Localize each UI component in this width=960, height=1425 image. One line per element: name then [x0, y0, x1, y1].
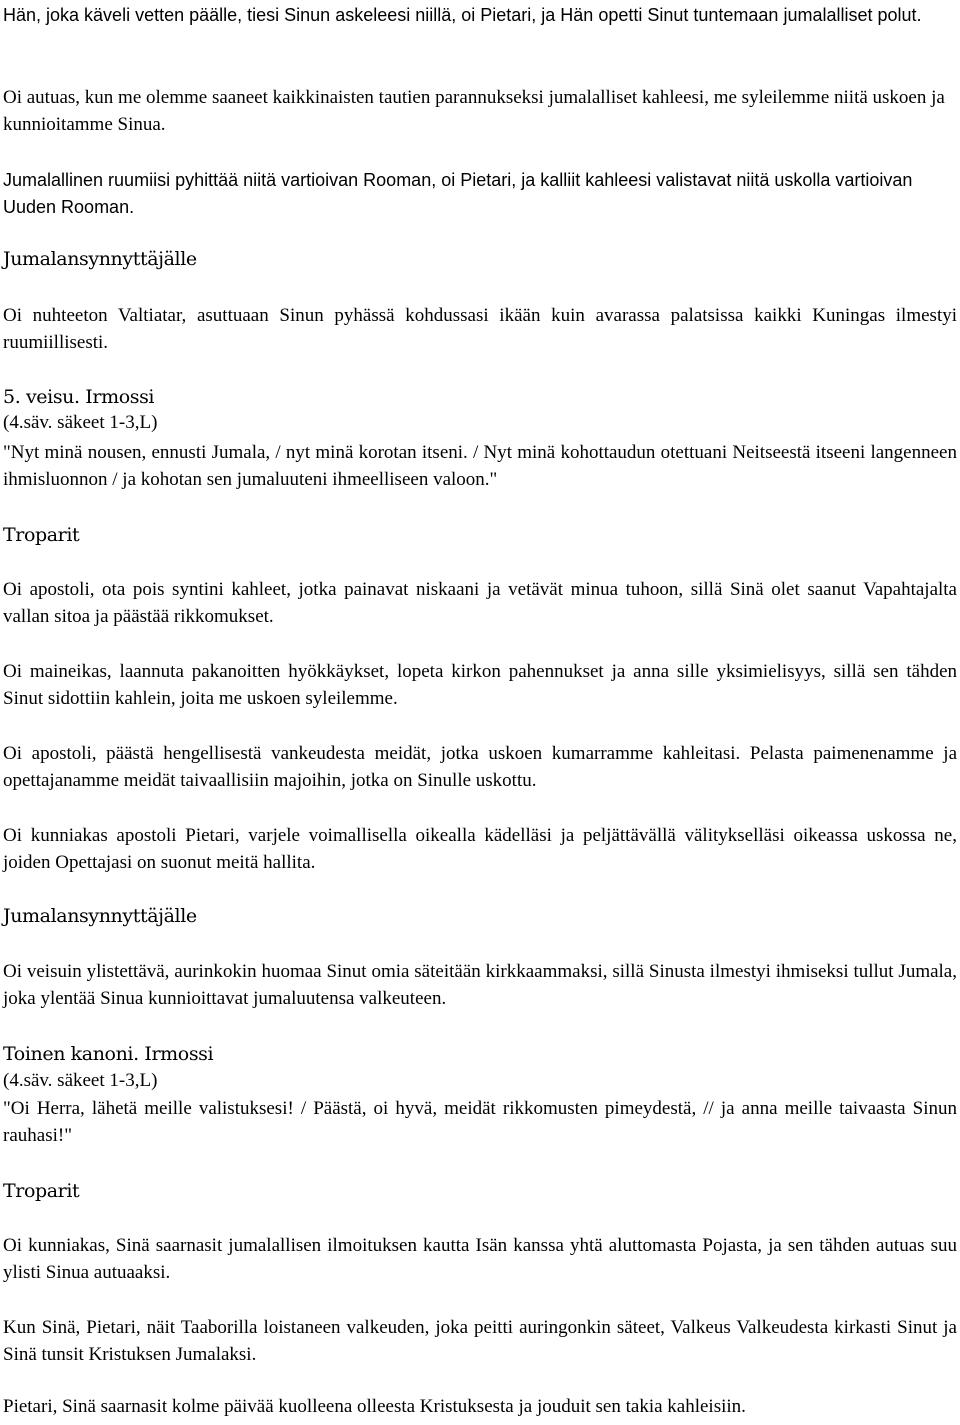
- irmos-canon-2: "Oi Herra, lähetä meille valistuksesi! / Päästä, oi hyvä, meidät rikkomusten pimeydestä, // ja anna meille taivaasta Sinun rauhasi!": [3, 1098, 957, 1146]
- meta-ode-5: (4.säv. säkeet 1-3,L): [3, 412, 158, 433]
- heading-theotokion-1: Jumalansynnyttäjälle: [3, 248, 197, 270]
- paragraph-troparion-2-1: Oi kunniakas, Sinä saarnasit jumalallisen ilmoituksen kautta Isän kanssa yhtä aluttomasta Pojasta, ja sen tähden autuas suu ylisti Sinua autuaaksi.: [3, 1235, 957, 1283]
- paragraph-intro: Hän, joka käveli vetten päälle, tiesi Sinun askeleesi niillä, oi Pietari, ja Hän opetti Sinut tuntemaan jumalalliset polut.: [3, 5, 922, 25]
- heading-troparia-1: Troparit: [3, 524, 80, 546]
- heading-ode-5: 5. veisu. Irmossi: [3, 386, 155, 408]
- paragraph-troparion-2-3: Pietari, Sinä saarnasit kolme päivää kuolleena olleesta Kristuksesta ja jouduit sen takia kahleisiin.: [3, 1396, 746, 1417]
- irmos-ode-5: "Nyt minä nousen, ennusti Jumala, / nyt minä korotan itseni. / Nyt minä kohottaudun otettuani Neitseestä itseeni langenneen ihmisluonnon / ja kohotan sen jumaluuteni ihmeelliseen valoon.": [3, 442, 957, 490]
- heading-troparia-2: Troparit: [3, 1180, 80, 1202]
- paragraph-troparion-1-1: Oi apostoli, ota pois syntini kahleet, jotka painavat niskaani ja vetävät minua tuhoon, sillä Sinä olet saanut Vapahtajalta vallan sitoa ja päästää rikkomukset.: [3, 579, 957, 627]
- paragraph-rome: Jumalallinen ruumiisi pyhittää niitä vartioivan Rooman, oi Pietari, ja kalliit kahleesi valistavat niitä uskolla vartioivan Uuden Rooman.: [3, 170, 913, 217]
- heading-theotokion-2: Jumalansynnyttäjälle: [3, 905, 197, 927]
- paragraph-troparion-1-2: Oi maineikas, laannuta pakanoitten hyökkäykset, lopeta kirkon pahennukset ja anna sille yksimielisyys, sillä sen tähden Sinut sidottiin kahlein, joita me uskoen syleilemme.: [3, 661, 957, 709]
- paragraph-theotokion-2: Oi veisuin ylistettävä, aurinkokin huomaa Sinut omia säteitään kirkkaammaksi, sillä Sinusta ilmestyi ihmiseksi tullut Jumala, joka ylentää Sinua kunnioittavat jumaluutensa valkeuteen.: [3, 961, 957, 1009]
- heading-canon-2: Toinen kanoni. Irmossi: [3, 1043, 214, 1065]
- paragraph-troparion-2-2: Kun Sinä, Pietari, näit Taaborilla loistaneen valkeuden, joka peitti auringonkin säteet, Valkeus Valkeudesta kirkasti Sinut ja Sinä tunsit Kristuksen Jumalaksi.: [3, 1317, 957, 1365]
- paragraph-troparion-1-4: Oi kunniakas apostoli Pietari, varjele voimallisella oikealla kädelläsi ja peljättävällä välitykselläsi oikeassa uskossa ne, joiden Opettajasi on suonut meitä hallita.: [3, 825, 957, 873]
- meta-canon-2: (4.säv. säkeet 1-3,L): [3, 1070, 158, 1091]
- paragraph-troparion-1-3: Oi apostoli, päästä hengellisestä vankeudesta meidät, jotka uskoen kumarramme kahleitasi. Pelasta paimenenamme ja opettajanamme meidät taivaallisiin majoihin, jotka on Sinulle uskottu.: [3, 743, 957, 791]
- paragraph-theotokion-1: Oi nuhteeton Valtiatar, asuttuaan Sinun pyhässä kohdussasi ikään kuin avarassa palatsissa kaikki Kuningas ilmestyi ruumiillisesti.: [3, 305, 957, 353]
- paragraph-chains: Oi autuas, kun me olemme saaneet kaikkinaisten tautien parannukseksi jumalalliset kahleesi, me syleilemme niitä uskoen ja kunnioitamme Sinua.: [3, 87, 945, 135]
